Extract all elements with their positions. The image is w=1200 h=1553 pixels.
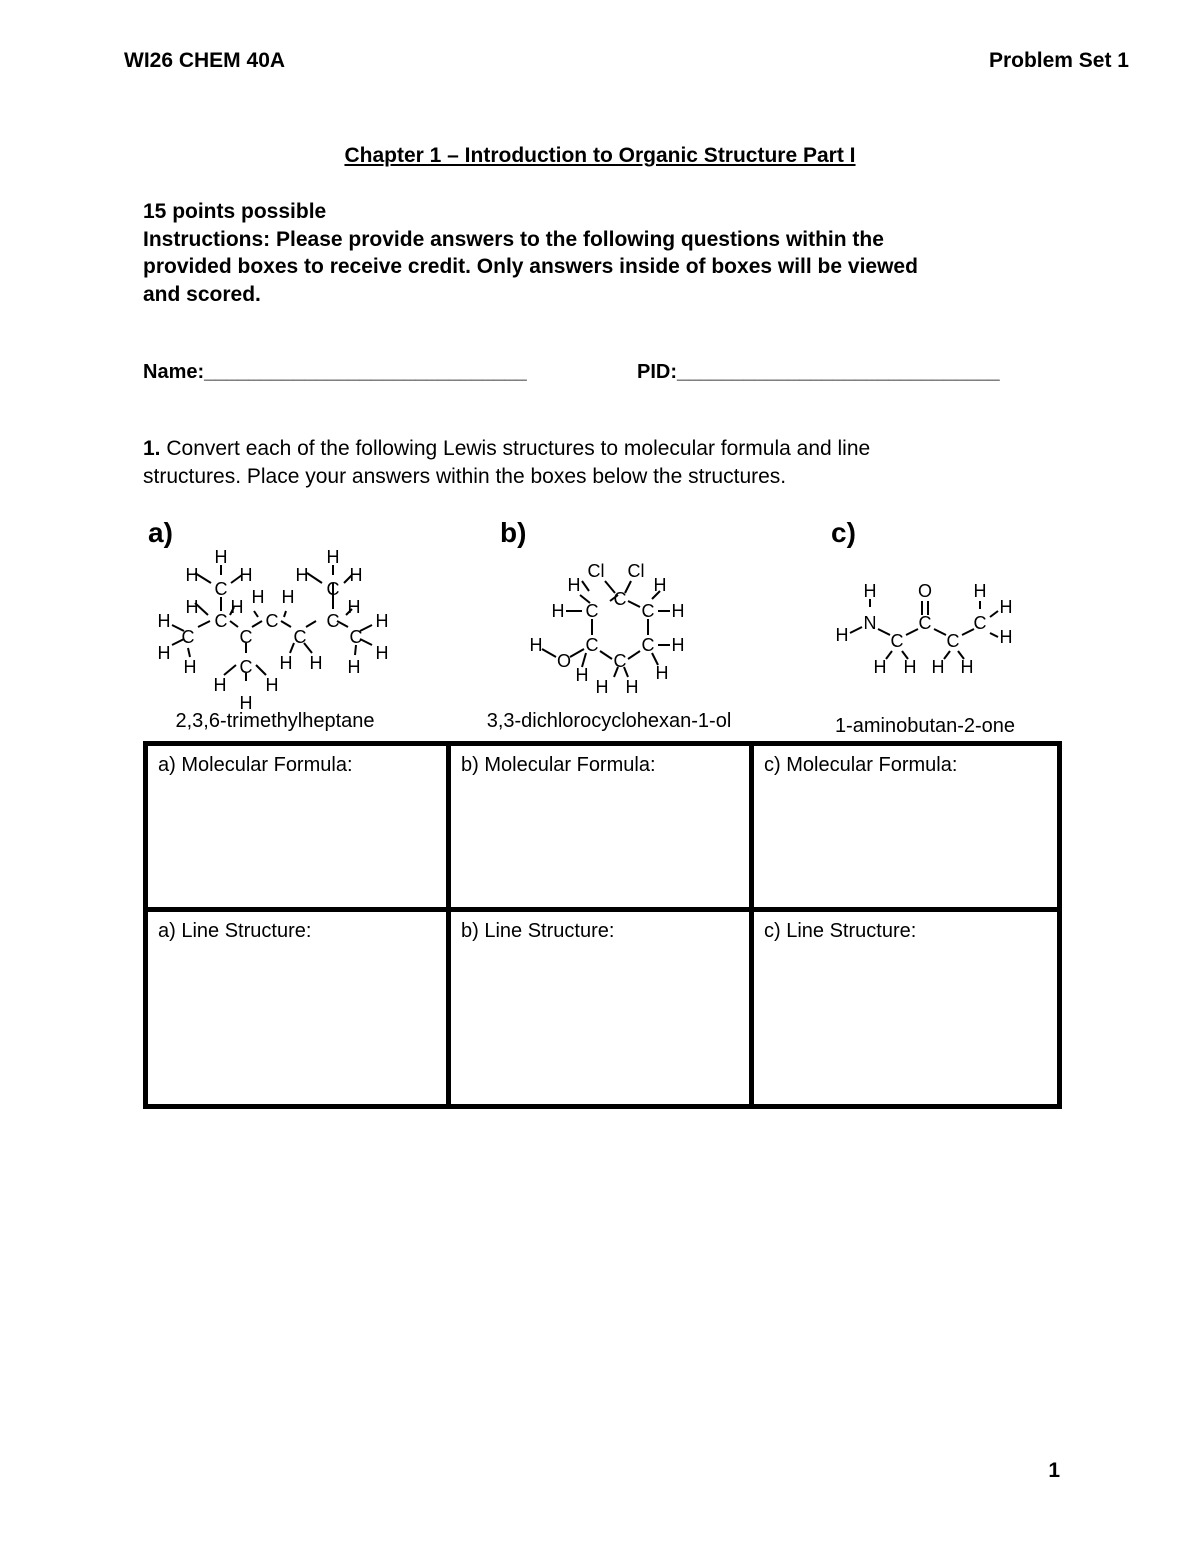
part-a-label: a) — [148, 517, 173, 548]
atom-label: H — [903, 657, 917, 677]
atom-label: H — [625, 677, 639, 697]
atom-label: H — [347, 657, 361, 677]
answer-box-line-a[interactable]: a) Line Structure: — [148, 912, 451, 1104]
atom-labels — [836, 581, 1013, 677]
atom-label: H — [863, 581, 877, 601]
atom-label: O — [917, 581, 933, 601]
atom-label: H — [349, 565, 363, 585]
atom-label: C — [239, 627, 253, 647]
atom-label: C — [265, 611, 279, 631]
atom-label: C — [326, 611, 340, 631]
lewis-structure-b — [520, 555, 700, 705]
atom-label: H — [375, 643, 389, 663]
answer-box-formula-c[interactable]: c) Molecular Formula: — [754, 746, 1057, 912]
page-number: 1 — [1048, 1459, 1060, 1482]
atom-label: H — [999, 597, 1013, 617]
atom-label: H — [185, 565, 199, 585]
course-header: WI26 CHEM 40A — [124, 49, 286, 72]
atom-label: H — [295, 565, 309, 585]
atom-label: H — [279, 653, 293, 673]
compound-name-b: 3,3-dichlorocyclohexan-1-ol — [486, 710, 732, 732]
atom-label: H — [655, 663, 669, 683]
atom-label: H — [931, 657, 945, 677]
atom-label: C — [973, 613, 987, 633]
instructions-line: provided boxes to receive credit. Only answers inside of boxes will be viewed — [143, 255, 918, 278]
atom-label: H — [214, 547, 228, 567]
atom-label: O — [556, 651, 572, 671]
atom-labels — [158, 547, 389, 713]
question-number: 1. — [143, 437, 161, 460]
atom-label: C — [890, 631, 904, 651]
part-b-label: b) — [500, 517, 527, 548]
atom-label: H — [213, 675, 227, 695]
atom-label: H — [551, 601, 565, 621]
atom-label: Cl — [587, 561, 605, 581]
atom-label: C — [613, 589, 627, 609]
atom-label: H — [326, 547, 340, 567]
answer-box-formula-a[interactable]: a) Molecular Formula: — [148, 746, 451, 912]
atom-label: C — [585, 601, 599, 621]
atom-label: H — [671, 601, 685, 621]
atom-labels — [530, 561, 685, 697]
atom-label: H — [281, 587, 295, 607]
problem-set-header: Problem Set 1 — [988, 49, 1129, 72]
name-field[interactable]: Name:_____________________________ — [143, 361, 527, 383]
pid-field[interactable]: PID:_____________________________ — [637, 361, 1000, 383]
lewis-structure-a — [150, 545, 410, 715]
chapter-title: Chapter 1 – Introduction to Organic Structure Part I — [344, 144, 856, 167]
atom-label: H — [653, 575, 667, 595]
atom-label: C — [613, 651, 627, 671]
question-1 — [143, 435, 1073, 491]
atom-label: C — [585, 635, 599, 655]
atom-label: H — [671, 635, 685, 655]
instructions-line: and scored. — [143, 282, 261, 306]
answer-grid — [143, 741, 1062, 1109]
question-text: Convert each of the following Lewis structures to molecular formula and line — [160, 437, 871, 460]
instructions-block — [143, 198, 1073, 308]
atom-label: Cl — [627, 561, 645, 581]
atom-label: H — [251, 587, 265, 607]
atom-label: H — [347, 597, 361, 617]
compound-name-c: 1-aminobutan-2-one — [834, 715, 1016, 737]
atom-label: C — [214, 579, 228, 599]
part-c-label: c) — [831, 517, 856, 548]
atom-label: H — [529, 635, 543, 655]
atom-label: H — [157, 643, 171, 663]
atom-label: C — [946, 631, 960, 651]
atom-label: H — [595, 677, 609, 697]
atom-label: H — [183, 657, 197, 677]
atom-label: H — [567, 575, 581, 595]
answer-box-line-c[interactable]: c) Line Structure: — [764, 920, 917, 942]
atom-label: C — [293, 627, 307, 647]
atom-label: H — [185, 597, 199, 617]
atom-label: C — [641, 601, 655, 621]
lewis-structure-c — [830, 575, 1030, 685]
atom-label: H — [575, 665, 589, 685]
points-possible: 15 points possible — [143, 200, 327, 223]
answer-box-formula-b[interactable]: b) Molecular Formula: — [451, 746, 754, 912]
instructions-line: Instructions: Please provide answers to the following questions within the — [143, 227, 884, 251]
atom-label: H — [239, 565, 253, 585]
atom-label: H — [835, 625, 849, 645]
atom-label: N — [863, 613, 877, 633]
atom-label: H — [239, 693, 253, 713]
atom-label: H — [265, 675, 279, 695]
question-text: structures. Place your answers within the boxes below the structures. — [143, 465, 787, 488]
atom-label: C — [181, 627, 195, 647]
atom-label: H — [973, 581, 987, 601]
atom-label: C — [641, 635, 655, 655]
atom-label: C — [326, 579, 340, 599]
atom-label: C — [918, 613, 932, 633]
atom-label: H — [230, 597, 244, 617]
atom-label: H — [960, 657, 974, 677]
atom-label: C — [239, 657, 253, 677]
answer-box-line-b[interactable]: b) Line Structure: — [451, 912, 754, 1104]
atom-label: H — [157, 611, 171, 631]
compound-name-a: 2,3,6-trimethylheptane — [175, 710, 375, 732]
atom-label: H — [309, 653, 323, 673]
atom-label: C — [214, 611, 228, 631]
atom-label: H — [375, 611, 389, 631]
atom-label: H — [873, 657, 887, 677]
atom-label: H — [999, 627, 1013, 647]
atom-label: C — [349, 627, 363, 647]
